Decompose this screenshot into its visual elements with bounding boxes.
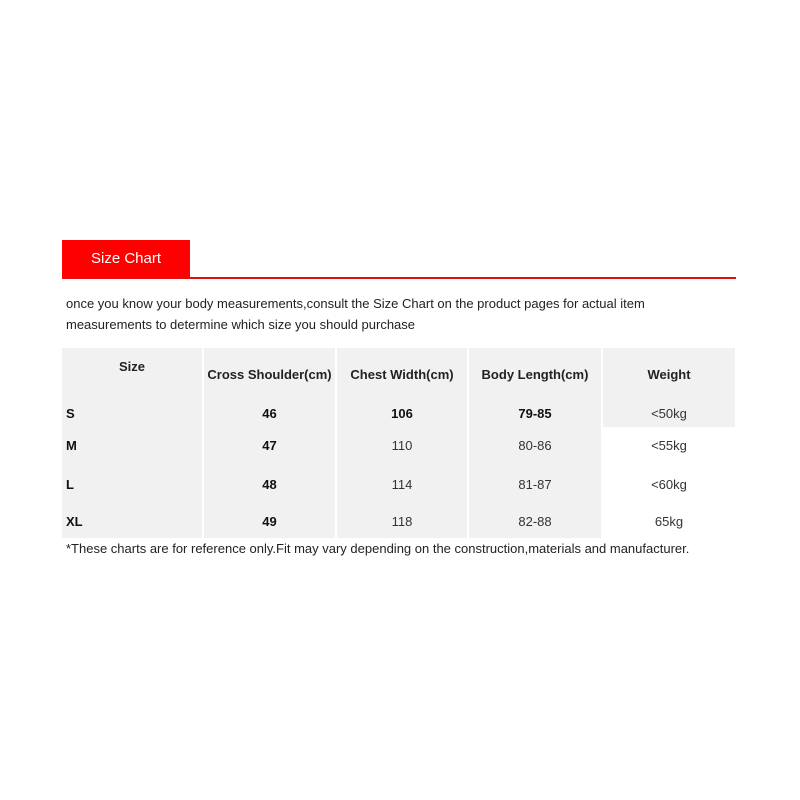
column-header-size: Size — [62, 348, 203, 400]
column-header-chest-width: Chest Width(cm) — [336, 348, 468, 400]
column-header-cross-shoulder: Cross Shoulder(cm) — [203, 348, 336, 400]
size-cell: L — [62, 464, 203, 505]
chest-width-cell: 110 — [336, 427, 468, 464]
size-cell: M — [62, 427, 203, 464]
cross-shoulder-cell: 48 — [203, 464, 336, 505]
weight-cell: 65kg — [602, 505, 736, 538]
chest-width-cell: 118 — [336, 505, 468, 538]
column-header-weight: Weight — [602, 348, 736, 400]
title-divider — [62, 277, 736, 279]
size-cell: XL — [62, 505, 203, 538]
body-length-cell: 79-85 — [468, 400, 602, 427]
chest-width-cell: 106 — [336, 400, 468, 427]
cross-shoulder-cell: 47 — [203, 427, 336, 464]
size-chart-title: Size Chart — [62, 240, 190, 278]
table-row — [62, 400, 736, 427]
disclaimer-footnote: *These charts are for reference only.Fit may vary depending on the construction,materials and manufacturer. — [66, 541, 690, 556]
size-cell: S — [62, 400, 203, 427]
table-row — [62, 505, 736, 538]
table-header-row — [62, 348, 736, 400]
cross-shoulder-cell: 46 — [203, 400, 336, 427]
weight-cell: <60kg — [602, 464, 736, 505]
table-row — [62, 464, 736, 505]
weight-cell: <55kg — [602, 427, 736, 464]
body-length-cell: 81-87 — [468, 464, 602, 505]
table-row — [62, 427, 736, 464]
column-header-body-length: Body Length(cm) — [468, 348, 602, 400]
body-length-cell: 80-86 — [468, 427, 602, 464]
chest-width-cell: 114 — [336, 464, 468, 505]
intro-text: once you know your body measurements,consult the Size Chart on the product pages for actual item measurements to determine which size you should purchase — [66, 296, 645, 332]
size-chart-table — [62, 348, 737, 538]
weight-cell: <50kg — [602, 400, 736, 427]
body-length-cell: 82-88 — [468, 505, 602, 538]
cross-shoulder-cell: 49 — [203, 505, 336, 538]
